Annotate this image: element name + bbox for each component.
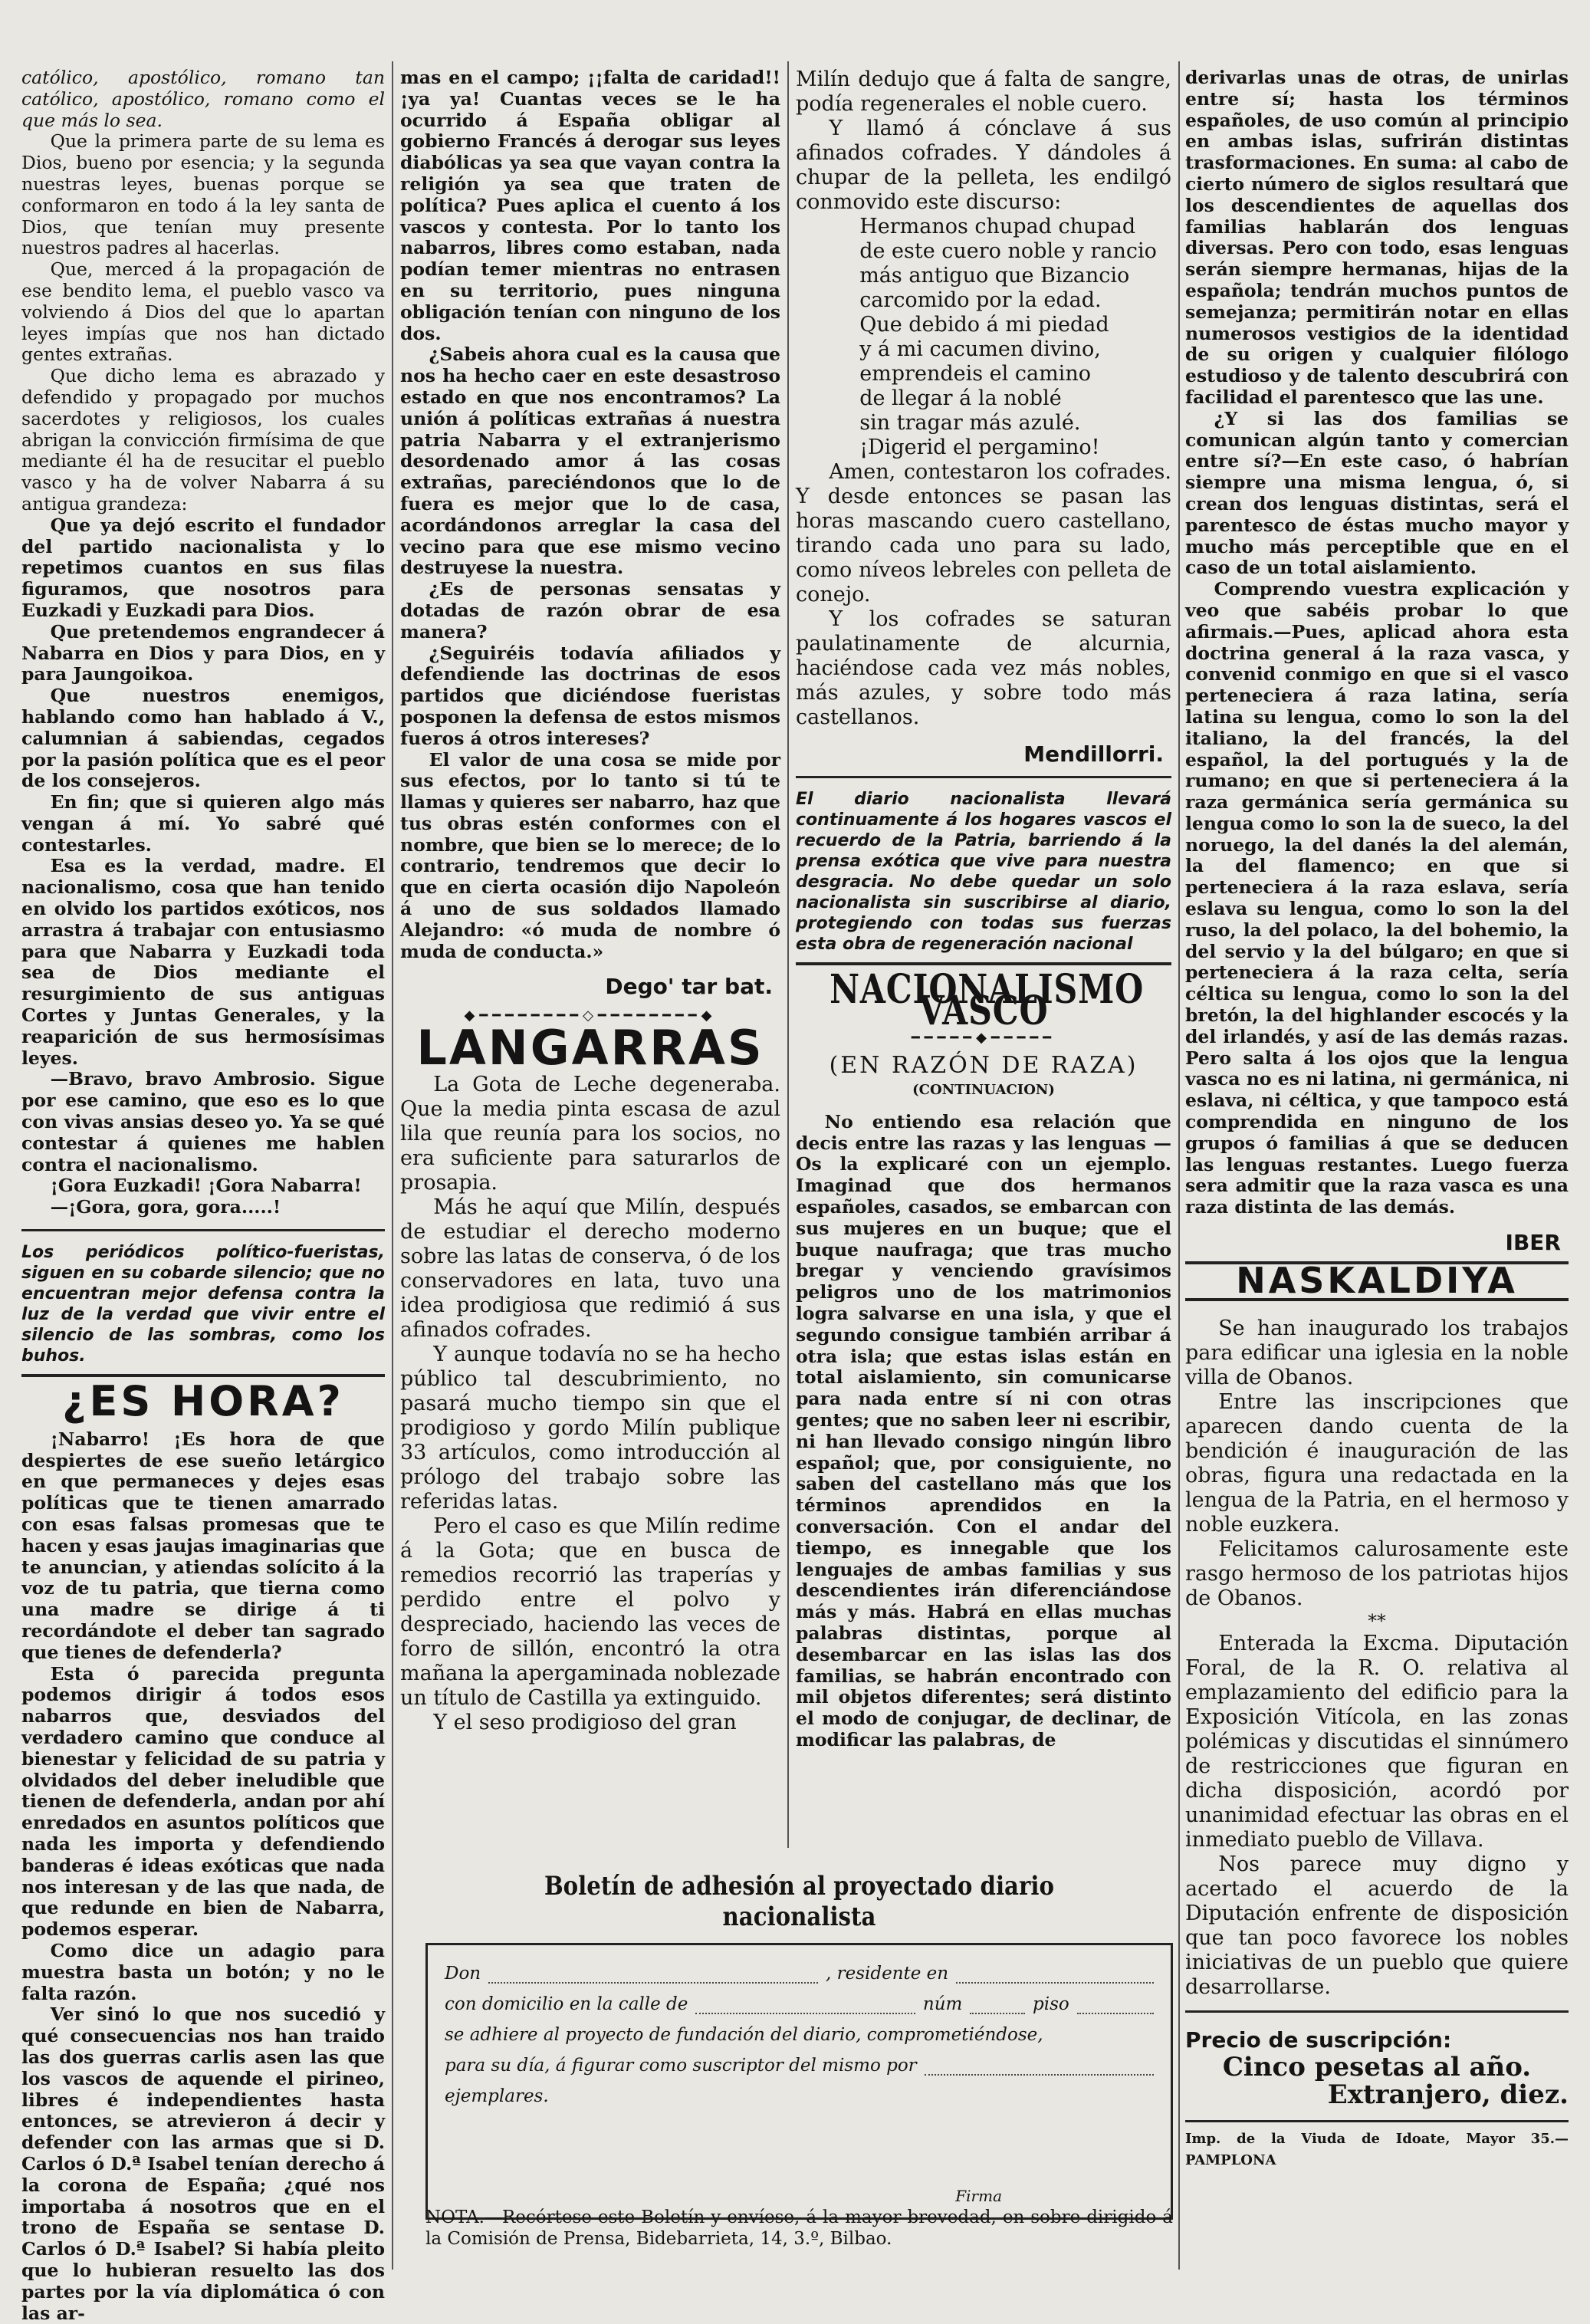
paragraph: Se han inaugurado los trabajos para edificar una iglesia en la noble villa de Obanos. <box>1185 1316 1569 1389</box>
imprint-line: Imp. de la Viuda de Idoate, Mayor 35.—PAMPLONA <box>1185 2120 1569 2171</box>
paragraph: —Bravo, bravo Ambrosio. Sigue por ese camino, que eso es lo que con vivas ansias deseo yo. Ya se qué contestar á quienes me hablen contra el nacionalismo. <box>21 1068 385 1175</box>
paragraph: Milín dedujo que á falta de sangre, podía regenerales el noble cuero. <box>796 67 1171 116</box>
poem-line: sin tragar más azulé. <box>859 411 1081 435</box>
paragraph: ¿Es de personas sensatas y dotadas de razón obrar de esa manera? <box>400 578 780 643</box>
author-signature: Dego' tar bat. <box>605 974 773 1000</box>
paragraph: Pero el caso es que Milín redime á la Gota; que en busca de remedios recorrió las traperías y perdido entre el polvo y despreciado, haciendo las veces de forro de sillón, encontró la otra mañana la apergaminada noblezade un título de Castilla ya extinguido. <box>400 1514 780 1710</box>
notice-box: Los periódicos político-fueristas, siguen en su cobarde silencio; que no encuentran mejor defensa contra la luz de la verdad que vivir entre el silencio de las sombras, como los buhos. <box>21 1242 385 1377</box>
street-field[interactable] <box>695 1997 915 2014</box>
paragraph: Enterada la Excma. Diputación Foral, de la R. O. relativa al emplazamiento del edificio para la Exposición Vitícola, en las zonas polémicas y discutidas el sinnúmero de restricciones que figuran en dicha disposición, acordó por unanimidad efectuar las obras en el inmediato pueblo de Villava. <box>1185 1632 1569 1852</box>
paragraph: ¿Sabeis ahora cual es la causa que nos ha hecho caer en este desastroso estado en que nos encontramos? La unión á políticas extrañas á nuestra patria Nabarra y el extranjerismo desordenado amor á las cosas extrañas, pareciéndonos que lo de fuera es mejor que lo de casa, acordándonos arreglar la casa del vecino para que ese mismo vecino destruyese la nuestra. <box>400 344 780 579</box>
notice-box: El diario nacionalista llevará continuamente á los hogares vascos el recuerdo de la Patria, barriendo á la prensa exótica que vive para nuestra desgracia. No debe quedar un solo nacionalista sin suscribirse al diario, protegiendo con todas sus fuerzas esta obra de regeneración nacional <box>796 789 1171 965</box>
coupon-note: NOTA.—Recórtese este Boletín y envíese, á la mayor brevedad, en sobre dirigido á la Comisión de Prensa, Bidebarrieta, 14, 3.º, Bilbao. <box>425 2207 1173 2249</box>
article-heading: NASKALDIYA <box>1185 1261 1569 1301</box>
floor-field[interactable] <box>1077 1997 1154 2014</box>
subscription-heading: Precio de suscripción: <box>1185 2027 1452 2053</box>
paragraph: —¡Gora, gora, gora.....! <box>50 1196 281 1218</box>
paragraph: ¡Nabarro! ¡Es hora de que despiertes de ese sueño letárgico en que permaneces y dejes esas políticas que te tienen amarrado con esas falsas promesas que te hacen y esas jaujas imaginarias que te anuncian, y atiendas solícito á la voz de tu patria, que tierna como una madre se dirige á ti recordándote el deber tan sagrado que tienes de defenderla? <box>21 1428 385 1663</box>
column-rule <box>1178 61 1180 2270</box>
coupon-label: núm <box>922 1994 963 2014</box>
paragraph: Esta ó parecida pregunta podemos dirigir á todos esos nabarros que, desviados del verdadero camino que conduce al bienestar y felicidad de su patria y olvidados del deber ineludible que tienen de defenderla, andan por ahí enredados en asuntos políticos que nada les importa y defendiendo banderas é ideas exóticas que nada nos interesan y de las que nada, de que redunde en bien de Nabarra, podemos esperar. <box>21 1662 385 1941</box>
poem-line: más antiguo que Bizancio <box>859 264 1130 288</box>
column-1 <box>21 67 385 2324</box>
poem-line: de este cuero noble y rancio <box>859 239 1157 263</box>
paragraph: La Gota de Leche degeneraba. Que la media pinta escasa de azul lila que reunía para los socios, no era suficiente para saturarlos de prosapia. <box>400 1072 780 1195</box>
separator-stars: ** <box>1368 1609 1386 1632</box>
paragraph: Esa es la verdad, madre. El nacionalismo, cosa que han tenido en olvido los partidos exóticos, nos arrastra á trabajar con entusiasmo para que Nabarra y Euzkadi toda sea de Dios mediante el resurgimiento de sus antiguas Cortes y Juntas Generales, y la reaparición de sus hermosísimas leyes. <box>21 855 385 1069</box>
coupon-label: piso <box>1032 1994 1069 2014</box>
paragraph: Felicitamos calurosamente este rasgo hermoso de los patriotas hijos de Obanos. <box>1185 1537 1569 1610</box>
paragraph: Que, merced á la propagación de ese bendito lema, el pueblo vasco va volviendo á Dios del que lo apartan leyes impías que nos han dictado gentes extrañas. <box>21 258 385 366</box>
coupon-line <box>445 2056 1154 2076</box>
coupon-label: con domicilio en la calle de <box>445 1994 688 2014</box>
ornament-divider-icon: ━━━━━◆━━━━━ <box>911 1030 1056 1047</box>
article-heading: LANGARRAS <box>416 1020 764 1077</box>
paragraph: El valor de una cosa se mide por sus efectos, por lo tanto si tú te llamas y quieres ser nabarro, haz que tus obras estén conformes con el nombre, que bien se lo merece; de lo contrario, tendremos que decir lo que en cierta ocasión dijo Napoleón á uno de sus soldados llamado Alejandro: «ó muda de nombre ó muda de conducta.» <box>400 748 780 962</box>
paragraph: Ver sinó lo que nos sucedió y qué consecuencias nos han traido las dos guerras carlis asen las que los vascos de aquende el pirineo, libres é independientes hasta entonces, se atrevieron á decir y defender con las armas que si D. Carlos ó D.ª Isabel tenían derecho á la corona de España; ¿qué nos importaba á nosotros que en el trono de España se sentase D. Carlos ó D.ª Isabel? Si había pleito que lo hubieran resuelto las dos partes por la vía diplomática ó con las ar- <box>21 2004 385 2324</box>
paragraph: mas en el campo; ¡¡falta de caridad!! ¡ya ya! Cuantas veces se le ha ocurrido á España obligar al gobierno Francés á derogar sus leyes diabólicas ya sea que vayan contra la religión ya sea que traten de política? Pues aplica el cuento á los vascos y contesta. Por lo tanto los nabarros, libres como estaban, nada podían temer mientras no entrasen en su territorio, pues ninguna obligación tenían con ninguno de los dos. <box>400 67 780 344</box>
paragraph: ¿Y si las dos familias se comunican algún tanto y comercian entre sí?—En este caso, ó habrían siempre una misma lengua, ó, si crean dos lenguas distintas, será el parentesco de éstas mucho mayor y mucho más perceptible que en el caso de un total aislamiento. <box>1185 407 1569 579</box>
paragraph: Que ya dejó escrito el fundador del partido nacionalista y lo repetimos cuantos en sus filas figuramos, que nosotros para Euzkadi y Euzkadi para Dios. <box>21 514 385 621</box>
poem-line: Que debido á mi piedad <box>859 313 1109 337</box>
number-field[interactable] <box>970 1997 1025 2014</box>
column-4 <box>1185 67 1569 2291</box>
paragraph: Amen, contestaron los cofrades. Y desde entonces se pasan las horas mascando cuero castellano, tirando cada uno para su lado, como níveos lebreles con pelleta de conejo. <box>796 460 1171 606</box>
paragraph: Comprendo vuestra explicación y veo que sabéis probar lo que afirmais.—Pues, aplicad ahora esta doctrina general á la raza vasca, y convenid conmigo en que si el vasco perteneciera á raza latina, sería latina su lengua, como lo son la del italiano, la del francés, la del español, la del portugués y la de rumano; en que si perteneciera á la raza germánica sería germánica su lengua como lo son la de sueco, la del noruego, la del danés la del alemán, la del flamenco; en que si perteneciera á la raza eslava, sería eslava su lengua, como lo son la del ruso, la del polaco, la del bohemio, la del servio y la del búlgaro; en que si perteneciera á la raza celta, sería céltica su lengua, como lo son la del bretón, la del highlander escocés y la del irlandés, y así de las demás razas. Pero salta á los ojos que la lengua vasca no es ni latina, ni germánica, ni eslava, ni céltica, y que tampoco está comprendida en ninguno de los grupos ó familias á que se deducen las lenguas restantes. Luego fuerza sera admitir que la raza vasca es una raza distinta de las demás. <box>1185 578 1569 1218</box>
paragraph: Entre las inscripciones que aparecen dando cuenta de la bendición é inauguración de las obras, figura una redactada en la lengua de la Patria, en el hermoso y noble euzkera. <box>1185 1389 1569 1537</box>
paragraph: derivarlas unas de otras, de unirlas entre sí; hasta los términos españoles, de uso común al principio en ambas islas, sufrirán distintas trasformaciones. En suma: al cabo de cierto número de siglos resultará que los descendientes de aquellas dos familias hablarán dos lenguas diversas. Pero con todo, esas lenguas serán siempre hermanas, hijas de la española; tendrán muchos puntos de semejanza; permitirán notar en ellas numerosos vestigios de la identidad de su origen y cualquier filólogo estudioso y de talento descubrirá con facilidad el parentesco que las une. <box>1185 67 1569 408</box>
paragraph: Que la primera parte de su lema es Dios, bueno por esencia; y la segunda nuestras leyes, buenas porque se conformaron en todo á la ley santa de Dios, que tenían muy presente nuestros padres al hacerlas. <box>21 130 385 259</box>
membership-coupon <box>425 1871 1173 2216</box>
paragraph: ¡Gora Euzkadi! ¡Gora Nabarra! <box>50 1175 362 1197</box>
paragraph: Y aunque todavía no se ha hecho público tal descubrimiento, no pasará mucho tiempo sin que el prodigioso y gordo Milín publique 33 artículos, como introducción al prólogo del trabajo sobre las referidas latas. <box>400 1342 780 1514</box>
paragraph: Como dice un adagio para muestra basta un botón; y no le falta razón. <box>21 1939 385 2004</box>
coupon-text: ejemplares. <box>445 2086 549 2106</box>
paragraph: En fin; que si quieren algo más vengan á mí. Yo sabré qué contestarles. <box>21 791 385 856</box>
copies-field[interactable] <box>925 2059 1154 2076</box>
ornament-divider-icon: ◆━━━━━━━━◇━━━━━━━━◆ <box>464 1008 717 1024</box>
poem-line: ¡Digerid el pergamino! <box>859 436 1100 459</box>
paragraph: Nos parece muy digno y acertado el acuerdo de la Diputación enfrente de disposición que tan poco favorece los nobles iniciativas de un pueblo que quiere desarrollarse. <box>1185 1852 1569 2000</box>
coupon-text: se adhiere al proyecto de fundación del diario, comprometiéndose, <box>445 2025 1043 2045</box>
coupon-label: Don <box>445 1964 481 1984</box>
continuation-label: (CONTINUACION) <box>912 1081 1055 1098</box>
poem-line: Hermanos chupad chupad <box>859 215 1136 238</box>
coupon-title: Boletín de adhesión al proyectado diario nacionalista <box>544 1871 1055 1932</box>
author-signature: Mendillorri. <box>1023 741 1164 767</box>
article-heading: NACIONALISMO VASCO <box>829 965 1145 1034</box>
column-rule <box>787 61 789 1848</box>
residence-field[interactable] <box>956 1967 1154 1984</box>
paragraph: ¿Seguiréis todavía afiliados y defendiende las doctrinas de esos partidos que diciéndose fueristas posponen la defensa de estos mismos fueros á otros intereses? <box>400 642 780 749</box>
column-2 <box>400 67 780 1862</box>
paragraph: Que dicho lema es abrazado y defendido y propagado por muchos sacerdotes y religiosos, los cuales abrigan la convicción firmísima de que mediante él ha de resucitar el pueblo vasco y ha de volver Nabarra á su antigua grandeza: <box>21 365 385 514</box>
author-signature: IBER <box>1505 1230 1561 1256</box>
divider <box>21 1229 385 1231</box>
coupon-text: para su día, á figurar como suscriptor del mismo por <box>445 2056 917 2076</box>
poem-stanza <box>796 215 1171 460</box>
paragraph: católico, apostólico, romano tan católico, apostólico, romano como el que más lo sea. <box>21 67 385 131</box>
poem-line: emprendeis el camino <box>859 362 1091 386</box>
poem-line: de llegar á la noblé <box>859 386 1062 410</box>
divider <box>796 776 1171 778</box>
paragraph: Que pretendemos engrandecer á Nabarra en Dios y para Dios, en y para Jaungoikoa. <box>21 620 385 685</box>
paragraph: Y el seso prodigioso del gran <box>433 1710 737 1734</box>
coupon-line <box>445 1964 1154 1984</box>
signature-label: Firma <box>955 2187 1002 2205</box>
coupon-line <box>445 2086 1154 2106</box>
name-field[interactable] <box>488 1967 818 1984</box>
paragraph: Que nuestros enemigos, hablando como han hablado á V., calumnian á sabiendas, cegados por la pasión política que es el peor de los consejeros. <box>21 685 385 792</box>
poem-line: carcomido por la edad. <box>859 288 1102 312</box>
column-rule <box>392 61 393 2270</box>
divider <box>1185 2010 1569 2013</box>
article-heading: ¿ES HORA? <box>62 1377 344 1426</box>
coupon-line <box>445 2025 1154 2045</box>
paragraph: Y llamó á cónclave á sus afinados cofrades. Y dándoles á chupar de la pelleta, les endilgó conmovido este discurso: <box>796 117 1171 214</box>
paragraph: No entiendo esa relación que decis entre las razas y las lenguas —Os la explicaré con un ejemplo. Imaginad que dos hermanos españoles, casados, se embarcan con sus mujeres en un buque; que el buque naufraga; que tras mucho bregar y venciendo gravísimos peligros uno de los matrimonios logra salvarse en una isla, y que el segundo consigue también arribar á otra isla; que estas islas están en total aislamiento, sin comunicarse para nada entre sí ni con otras gentes; que no saben leer ni escribir, ni han llevado consigo ningún libro español; que, por consiguiente, no saben del castellano más que los términos aprendidos en la conversación. Con el andar del tiempo, es innegable que los lenguajes de ambas familias y sus descendientes irán diferenciándose más y más. Habrá en ellas muchas palabras distintas, porque al desembarcar en las islas las dos familias, se habrán encontrado con mil objetos diferentes; será distinto el modo de conjugar, de declinar, de modificar las palabras, de <box>796 1110 1171 1750</box>
column-3 <box>796 67 1171 1862</box>
paragraph: Más he aquí que Milín, después de estudiar el derecho moderno sobre las latas de conserva, ó de los conservadores en lata, tuvo una idea prodigiosa que redimió á sus afinados cofrades. <box>400 1195 780 1342</box>
paragraph: Y los cofrades se saturan paulatinamente de alcurnia, haciéndose cada vez más nobles, más azules, y sobre todo más castellanos. <box>796 607 1171 729</box>
subscription-price-foreign: Extranjero, diez. <box>1327 2079 1569 2111</box>
coupon-label: , residente en <box>825 1964 949 1984</box>
article-subheading: (EN RAZÓN DE RAZA) <box>829 1052 1138 1080</box>
poem-line: y á mi cacumen divino, <box>859 337 1101 361</box>
coupon-line <box>445 1994 1154 2014</box>
subscription-price: Cinco pesetas al año. <box>1222 2052 1532 2083</box>
coupon-form <box>425 1943 1173 2220</box>
